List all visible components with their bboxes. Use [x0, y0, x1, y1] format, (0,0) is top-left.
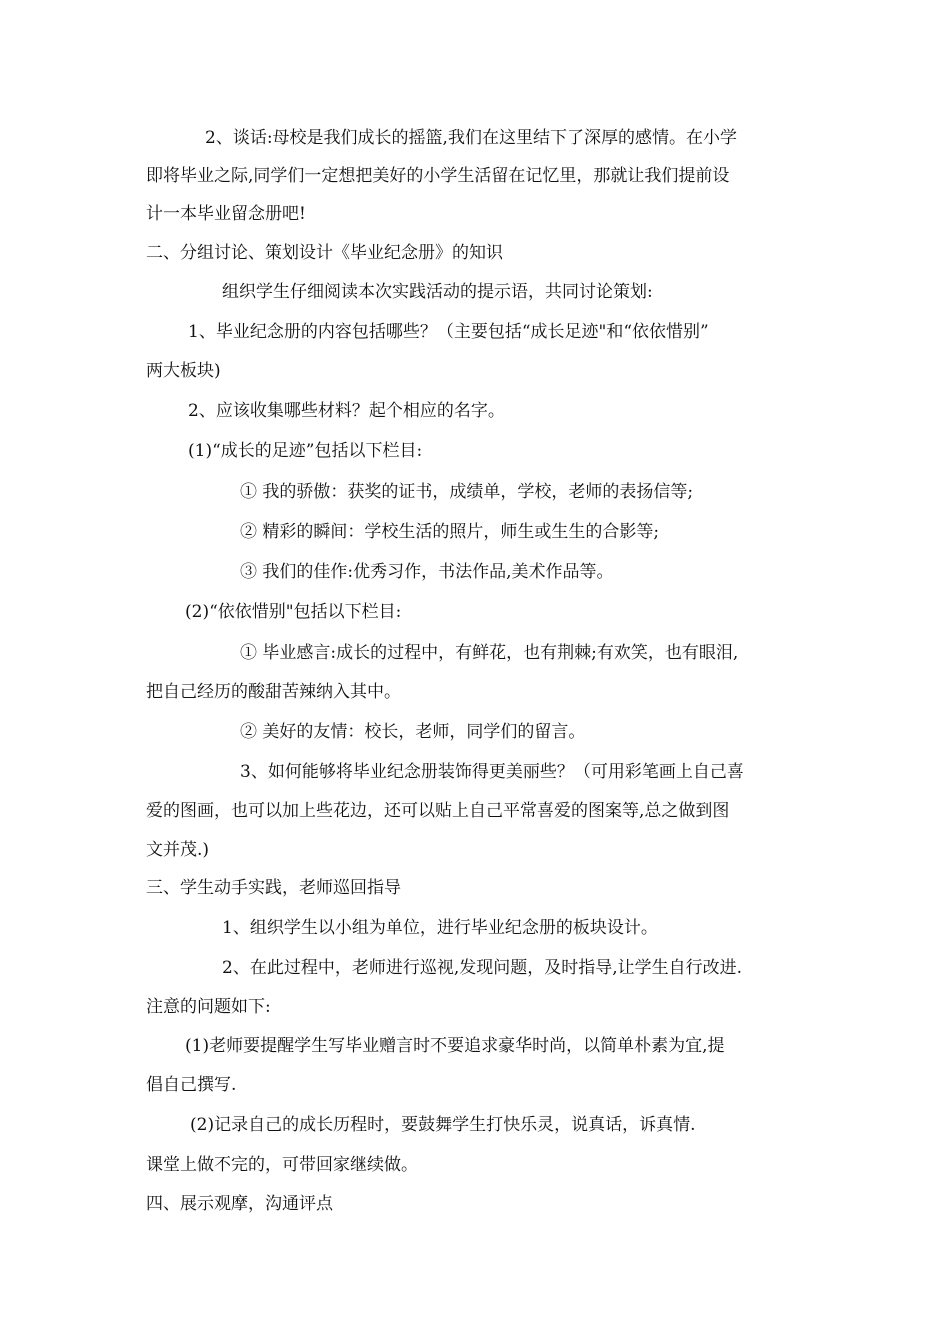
text-line: 2、应该收集哪些材料？起个相应的名字。: [188, 401, 505, 421]
text-line: 计一本毕业留念册吧!: [146, 204, 306, 224]
list-item: ① 我的骄傲：获奖的证书，成绩单，学校，老师的表扬信等;: [240, 482, 694, 502]
text-line: 即将毕业之际,同学们一定想把美好的小学生活留在记忆里，那就让我们提前设: [146, 166, 730, 186]
text-line: (2)“依依惜别"包括以下栏目:: [185, 602, 402, 622]
text-line: 3、如何能够将毕业纪念册装饰得更美丽些？（可用彩笔画上自己喜: [240, 762, 744, 782]
text-line: (2)记录自己的成长历程时，要鼓舞学生打快乐灵，说真话，诉真情.: [190, 1115, 696, 1135]
text-line: (1)老师要提醒学生写毕业赠言时不要追求豪华时尚，以简单朴素为宜,提: [185, 1036, 725, 1056]
text-line: 爱的图画，也可以加上些花边，还可以贴上自己平常喜爱的图案等,总之做到图: [146, 801, 730, 821]
text-line: (1)“成长的足迹”包括以下栏目:: [188, 441, 423, 461]
text-line: 组织学生仔细阅读本次实践活动的提示语，共同讨论策划:: [222, 282, 653, 302]
list-item: ① 毕业感言:成长的过程中，有鲜花，也有荆棘;有欢笑，也有眼泪,: [240, 643, 739, 663]
text-line: 把自己经历的酸甜苦辣纳入其中。: [146, 682, 401, 702]
list-item: ③ 我们的佳作:优秀习作，书法作品,美术作品等。: [240, 562, 614, 582]
text-line: 文并茂.): [146, 840, 210, 860]
text-line: 倡自己撰写.: [146, 1075, 237, 1095]
section-heading: 四、展示观摩，沟通评点: [146, 1194, 333, 1214]
section-heading: 三、学生动手实践，老师巡回指导: [146, 878, 401, 898]
text-line: 1、毕业纪念册的内容包括哪些？（主要包括“成长足迹"和“依依惜别”: [188, 322, 709, 342]
list-item: ② 美好的友情：校长，老师，同学们的留言。: [240, 722, 586, 742]
text-line: 2、在此过程中，老师进行巡视,发现问题，及时指导,让学生自行改进.: [222, 958, 743, 978]
section-heading: 二、分组讨论、策划设计《毕业纪念册》的知识: [146, 243, 503, 263]
text-line: 课堂上做不完的，可带回家继续做。: [146, 1155, 418, 1175]
text-line: 两大板块): [146, 361, 221, 381]
text-line: 1、组织学生以小组为单位，进行毕业纪念册的板块设计。: [222, 918, 658, 938]
text-line: 注意的问题如下:: [146, 997, 271, 1017]
list-item: ② 精彩的瞬间：学校生活的照片，师生或生生的合影等;: [240, 522, 660, 542]
text-line: 2、谈话:母校是我们成长的摇篮,我们在这里结下了深厚的感情。在小学: [205, 128, 737, 148]
